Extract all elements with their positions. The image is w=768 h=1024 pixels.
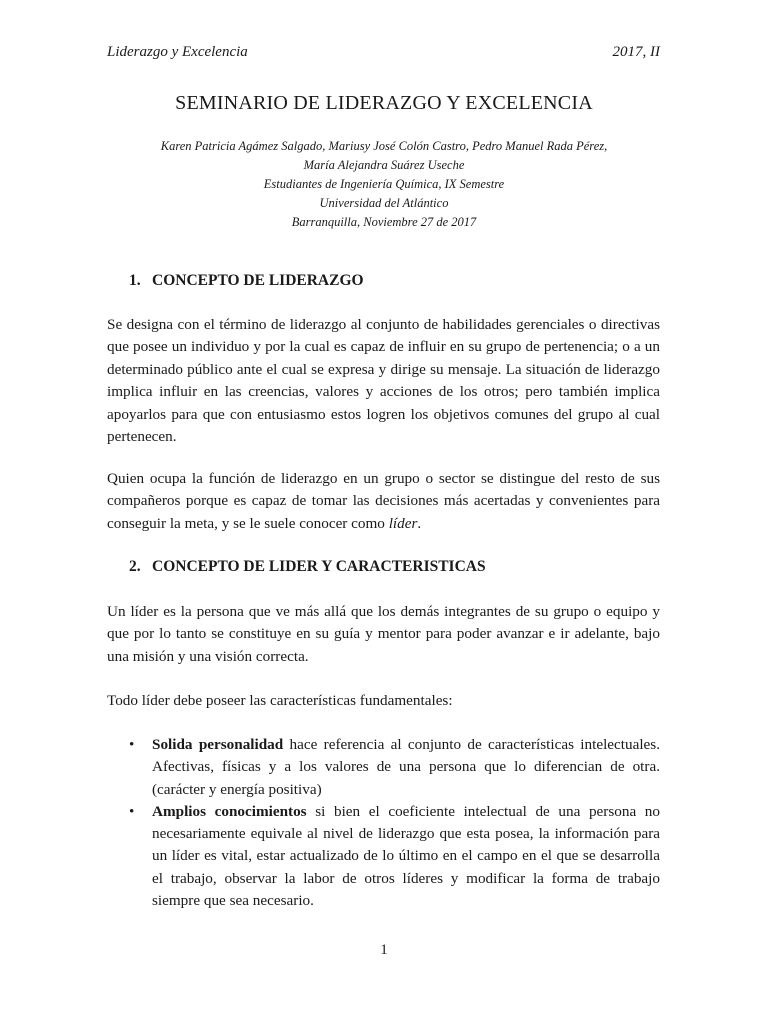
page-number: 1 (380, 942, 388, 958)
section-number: 2. (129, 558, 141, 575)
paragraph-characteristics-intro: Todo líder debe poseer las características fundamentales: (107, 692, 453, 709)
list-item-term: Solida personalidad (152, 736, 284, 753)
paragraph-end: . (417, 514, 422, 532)
paragraph-text: Quien ocupa la función de liderazgo en un grupo o sector se distingue del resto de sus compañeros porque es capaz de tomar las decisiones más acertadas y convenientes para conseguir la meta, y se le suele conocer como (107, 470, 660, 532)
running-header-term: 2017, II (612, 44, 660, 60)
list-item (107, 801, 660, 912)
section-number: 1. (129, 272, 141, 289)
document-title: SEMINARIO DE LIDERAZGO Y EXCELENCIA (175, 92, 593, 114)
affiliation-university: Universidad del Atlántico (319, 196, 449, 210)
document-date: Barranquilla, Noviembre 27 de 2017 (291, 215, 477, 229)
bullet-icon: • (129, 802, 135, 820)
authors-line-1: Karen Patricia Agámez Salgado, Mariusy José Colón Castro, Pedro Manuel Rada Pérez, (160, 139, 608, 153)
section-heading-2 (129, 558, 486, 576)
paragraph-lider-definition: Un líder es la persona que ve más allá que los demás integrantes de su grupo o equipo y que por lo tanto se constituye en su guía y mentor para poder avanzar e ir adelante, bajo una misión y una visión correcta. (107, 603, 660, 665)
italic-term: líder (388, 514, 418, 532)
section-title: CONCEPTO DE LIDERAZGO (152, 272, 364, 289)
running-header-title: Liderazgo y Excelencia (107, 44, 248, 60)
list-item-term: Amplios conocimientos (152, 802, 307, 820)
list-item-text: si bien el coeficiente intelectual de una persona no necesariamente equivale al nivel de liderazgo que esta posea, la información para un líder es vital, estar actualizado de lo último en el campo en el que se desarrolla el trabajo, observar la labor de otros líderes y modificar la forma de trabajo siempre que sea necesario. (152, 802, 660, 910)
authors-line-2: María Alejandra Suárez Useche (303, 158, 465, 172)
paragraph-liderazgo-definition: Se designa con el término de liderazgo al conjunto de habilidades gerenciales o directivas que posee un individuo y por la cual es capaz de influir en su grupo de pertenencia; o a un determinado público ante el cual se expresa y dirige su mensaje. La situación de liderazgo implica influir en las creencias, valores y acciones de los otros; pero también implica apoyarlos para que con entusiasmo estos logren los objetivos comunes del grupo al cual pertenecen. (107, 316, 660, 446)
bullet-icon: • (129, 736, 135, 753)
characteristics-list (107, 734, 660, 912)
section-heading-1 (129, 272, 364, 290)
affiliation-program: Estudiantes de Ingeniería Química, IX Semestre (263, 177, 505, 191)
list-item-text: hace referencia al conjunto de características intelectuales. Afectivas, físicas y a los valores de una persona que lo diferencian de otra. (carácter y energía positiva) (152, 736, 661, 798)
author-block (0, 137, 768, 232)
section-title: CONCEPTO DE LIDER Y CARACTERISTICAS (152, 558, 486, 575)
paragraph-liderazgo-role (107, 468, 660, 535)
list-item (107, 734, 660, 801)
